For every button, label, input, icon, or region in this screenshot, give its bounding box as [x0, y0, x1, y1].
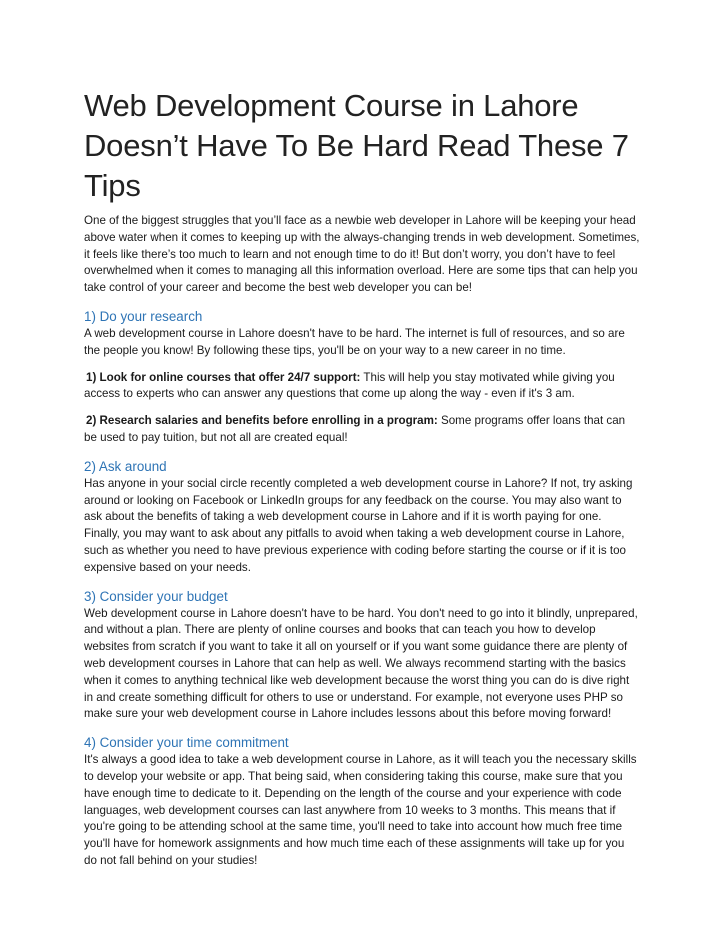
title-line-2: Doesn’t Have To Be Hard Read These 7 Tips [84, 128, 629, 203]
section-body: Web development course in Lahore doesn't have to be hard. You don't need to go into it blindly, unprepared, and without a plan. There are plenty of online courses and books that can teach you how to develop websites from scratch if you want to take it all on yourself or if you want some guidance there are plenty of web development courses in Lahore that can help as well. We always recommend starting with the basics when it comes to anything technical like web development because the worst thing you can do is dive right in and create something difficult for others to use or understand. For example, not everyone uses PHP so make sure your web development course in Lahore includes lessons about this before moving forward! [84, 606, 638, 721]
tip-text: Some programs offer loans that can be used to pay tuition, but not all are created equal! [84, 414, 626, 444]
page-title [84, 86, 640, 206]
tip-paragraph [84, 413, 640, 447]
section-body: It's always a good idea to take a web development course in Lahore, as it will teach you the necessary skills to develop your website or app. That being said, when considering taking this course, make sure that you have enough time to dedicate to it. Depending on the length of the course and your experience with code languages, web development courses can last anywhere from 10 weeks to 3 months. This means that if you're going to be attending school at the same time, you'll need to take into account how much free time you'll have for homework assignments and how much time each of these assignments will take up for you do not fall behind on your studies! [84, 753, 637, 867]
section-heading: 4) Consider your time commitment [84, 735, 289, 751]
tip-label: 1) Look for online courses that offer 24/7 support: [86, 370, 361, 384]
title-line-1: Web Development Course in Lahore [84, 88, 579, 123]
section-heading: 3) Consider your budget [84, 588, 228, 604]
document-page [84, 86, 640, 870]
section-time-commitment [84, 734, 640, 870]
tip-label: 2) Research salaries and benefits before enrolling in a program: [86, 414, 438, 428]
section-heading: 1) Do your research [84, 308, 203, 324]
section-body: A web development course in Lahore doesn't have to be hard. The internet is full of resources, and so are the people you know! By following these tips, you'll be on your way to a new career in no time. [84, 326, 625, 357]
section-research [84, 308, 640, 447]
section-budget [84, 588, 640, 724]
section-ask-around [84, 458, 640, 577]
intro-paragraph: One of the biggest struggles that you’ll face as a newbie web developer in Lahore will be keeping your head above water when it comes to keeping up with the always-changing trends in web development. Sometimes, it feels like there’s too much to learn and not enough time to do it! But don’t worry, you don’t have to feel overwhelmed when it comes to managing all this information overload. Here are some tips that can help you take control of your career and become the best web developer you can be! [84, 214, 640, 295]
tip-text: This will help you stay motivated while giving you access to experts who can answer any questions that come up along the way - even if it's 3 am. [84, 370, 615, 401]
section-body: Has anyone in your social circle recently completed a web development course in Lahore? If not, try asking around or looking on Facebook or LinkedIn groups for any feedback on the course. You may also want to ask about the benefits of taking a web development course in Lahore and if it is worth paying for one. Finally, you may want to ask about any pitfalls to avoid when taking a web development course in Lahore, such as whether you need to have previous experience with coding before starting the course or if it is too expensive based on your needs. [84, 476, 633, 574]
tip-paragraph [84, 370, 640, 404]
section-heading: 2) Ask around [84, 458, 167, 474]
